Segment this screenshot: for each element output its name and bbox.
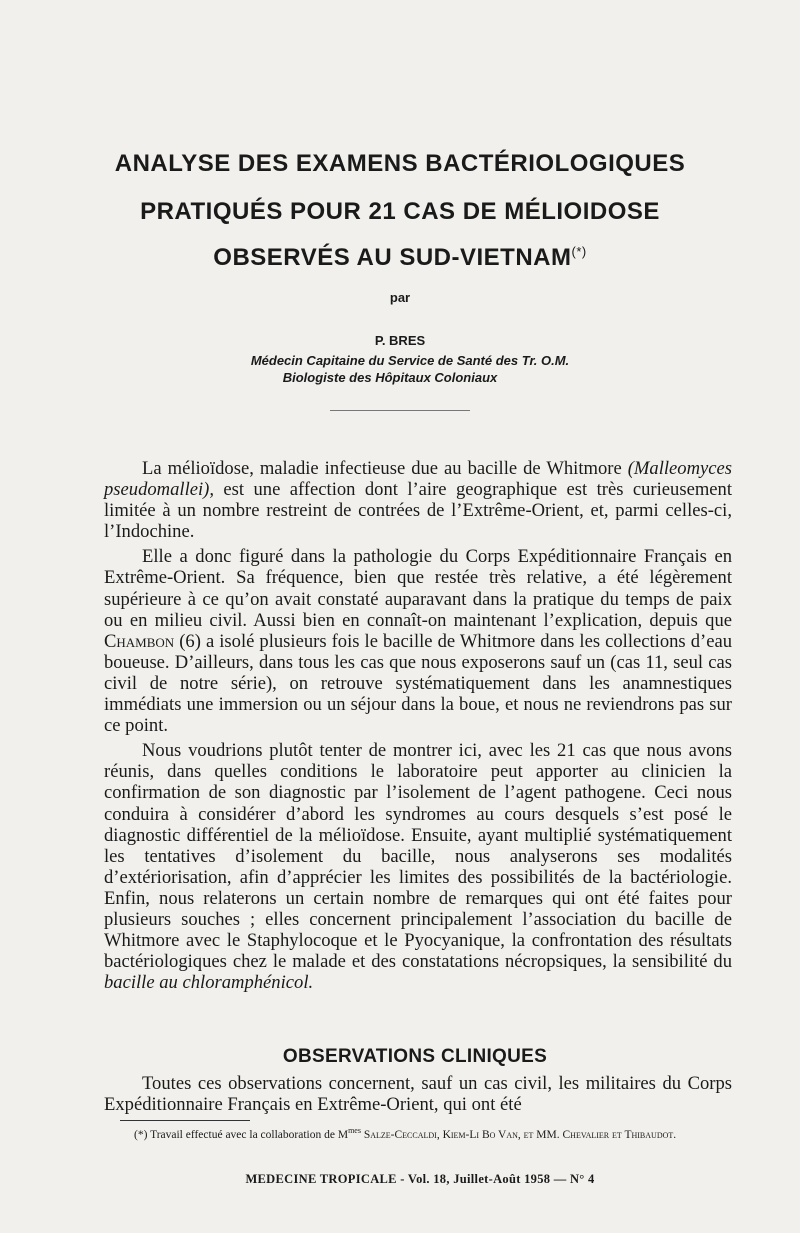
section-heading: OBSERVATIONS CLINIQUES [282,1045,548,1067]
intro-p1-text-a: La mélioïdose, maladie infectieuse due au bacille de Whitmore [142,458,628,479]
intro-paragraph-2 [104,546,732,736]
author-name: P. BRES [374,333,426,348]
intro-p2-cited-author: Chambon [104,630,175,652]
intro-paragraph-1 [104,458,732,542]
intro-p1-species: (Malleomyces pseudomallei), [104,458,732,501]
footnote [104,1124,732,1142]
intro-body [104,458,732,997]
section-body [104,1073,732,1115]
title-footnote-mark: (*) [571,244,587,259]
footnote-mmes: mes [348,1126,361,1135]
title-line-2: PRATIQUÉS POUR 21 CAS DE MÉLIOIDOSE [140,198,660,225]
intro-p2-text-b: (6) a isolé plusieurs fois le bacille de Whitmore dans les collections d’eau boueuse. D’ailleurs, dans tous les cas que nous exposerons sauf un (cas 11, seul cas civil de notre série), on retrouve systématiquement dans les anamnestiques immédiats une immersion ou un séjour dans la boue, et nous ne reviendrons pas sur ce point. [104,630,732,737]
journal-footer: MEDECINE TROPICALE - Vol. 18, Juillet-Août 1958 — N° 4 [245,1172,595,1186]
intro-paragraph-3 [104,740,732,993]
author-affiliation-2: Biologiste des Hôpitaux Coloniaux [282,370,498,385]
author-affiliation-1: Médecin Capitaine du Service de Santé des Tr. O.M. [250,353,570,368]
section-paragraph-1: Toutes ces observations concernent, sauf un cas civil, les militaires du Corps Expéditionnaire Français en Extrême-Orient, qui ont été [104,1073,732,1116]
title-line-1: ANALYSE DES EXAMENS BACTÉRIOLOGIQUES [114,150,686,177]
intro-p1-text-b: est une affection dont l’aire geographique est très curieusement limitée à un nombre restreint de contrées de l’Extrême-Orient, et, parmi celles-ci, l’Indochine. [104,479,732,543]
title-line-3 [100,244,700,272]
footnote-text-a: (*) Travail effectué avec la collaboration de M [134,1128,349,1141]
separator-rule [330,410,470,411]
byline-par: par [389,290,411,305]
footnote-text-b: Salze-Ceccaldi, Kiem-Li Bo Van, et MM. Chevalier et Thibaudot. [360,1128,677,1141]
footnote-paragraph [104,1124,732,1142]
footnote-rule [120,1120,250,1121]
title-line-3-text: OBSERVÉS AU SUD-VIETNAM [213,244,572,271]
intro-p3-text-a: Nous voudrions plutôt tenter de montrer ici, avec les 21 cas que nous avons réunis, dans quelles conditions le laboratoire peut apporter au clinicien la confirmation de son diagnostic par l’isolement de l’agent pathogene. Ceci nous conduira à considérer d’abord les syndromes au cours desquels s’est posé le diagnostic différentiel de la mélioïdose. Ensuite, ayant multiplié systématiquement les tentatives d’isolement du bacille, nous analyserons ses modalités d’extériorisation, afin d’apprécier les limites des possibilités de la bactériologie. Enfin, nous relaterons un certain nombre de remarques qui ont été faites pour plusieurs souches ; elles concernent principalement l’association du bacille de Whitmore avec le Staphylocoque et le Pyocyanique, la confrontation des résultats bactériologiques chez le malade et des constatations nécropsiques, la sensibilité du [104,740,732,973]
intro-p2-text-a: Elle a donc figuré dans la pathologie du Corps Expéditionnaire Français en Extrême-Orient. Sa fréquence, bien que restée très relative, a été légèrement supérieure à ce qu’on avait constaté auparavant dans la pratique du temps de paix ou en milieu civil. Aussi bien en connaît-on maintenant l’explication, depuis que [104,546,732,631]
intro-p3-italic: bacille au chloramphénicol. [104,972,314,994]
